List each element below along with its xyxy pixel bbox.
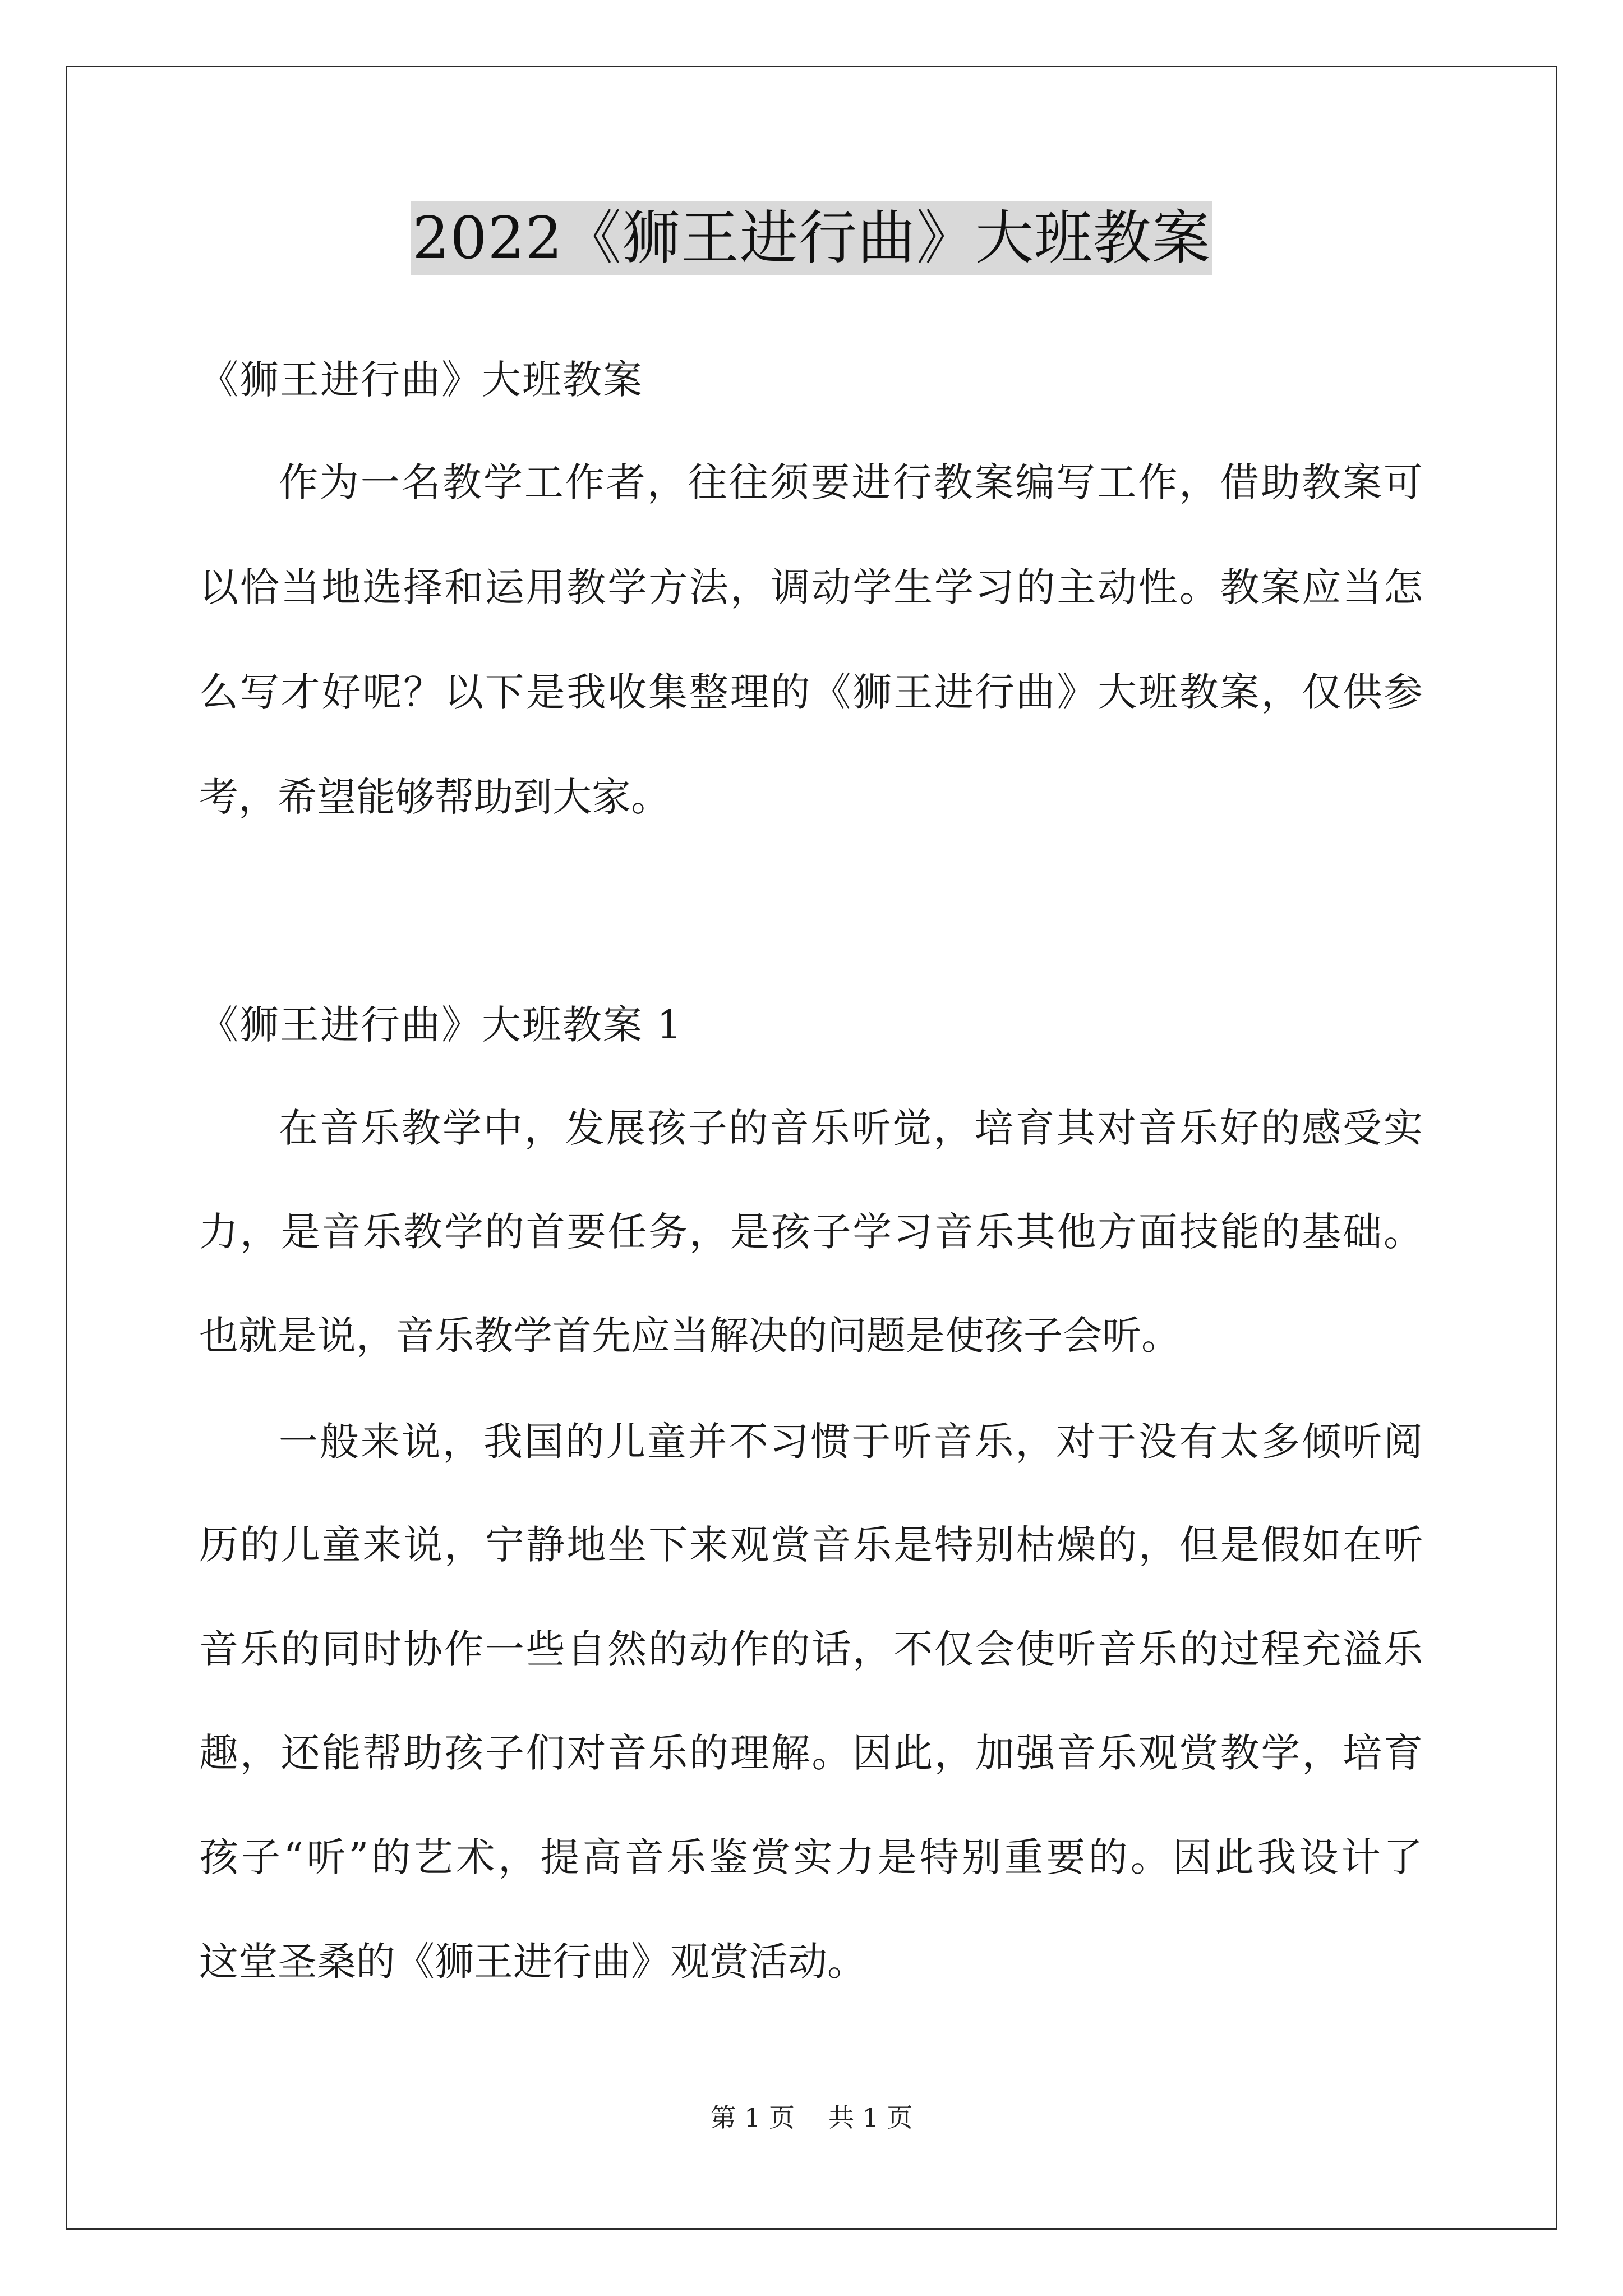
intro-line-3: 么写才好呢？以下是我收集整理的《狮王进行曲》大班教案，仅供参 [199,669,1423,715]
section1-para1-line-3: 也就是说，音乐教学首先应当解决的问题是使孩子会听。 [199,1313,1181,1359]
section1-para1-line-2: 力，是音乐教学的首要任务，是孩子学习音乐其他方面技能的基础。 [199,1209,1423,1255]
title-container [0,201,1623,275]
section1-para2-line-4: 趣，还能帮助孩子们对音乐的理解。因此，加强音乐观赏教学，培育 [199,1730,1423,1776]
section1-para2-line-3: 音乐的同时协作一些自然的动作的话，不仅会使听音乐的过程充溢乐 [199,1626,1423,1672]
page-footer [0,2101,1623,2134]
section1-para1-line-1: 在音乐教学中，发展孩子的音乐听觉，培育其对音乐好的感受实 [279,1105,1423,1151]
page-total: 共 1 页 [828,2102,913,2133]
document-title: 2022《狮王进行曲》大班教案 [411,201,1212,275]
intro-line-2: 以恰当地选择和运用教学方法，调动学生学习的主动性。教案应当怎 [199,564,1423,610]
page-number: 第 1 页 [710,2102,795,2133]
section1-para2-line-1: 一般来说，我国的儿童并不习惯于听音乐，对于没有太多倾听阅 [279,1419,1423,1465]
section1-heading: 《狮王进行曲》大班教案 1 [199,1002,683,1048]
intro-heading: 《狮王进行曲》大班教案 [199,357,643,403]
intro-line-4: 考，希望能够帮助到大家。 [199,774,670,820]
intro-line-1: 作为一名教学工作者，往往须要进行教案编写工作，借助教案可 [279,459,1423,505]
section1-para2-line-6: 这堂圣桑的《狮王进行曲》观赏活动。 [199,1939,866,1985]
section1-para2-line-2: 历的儿童来说，宁静地坐下来观赏音乐是特别枯燥的，但是假如在听 [199,1522,1423,1568]
section1-para2-line-5: 孩子“听”的艺术，提高音乐鉴赏实力是特别重要的。因此我设计了 [199,1834,1423,1880]
